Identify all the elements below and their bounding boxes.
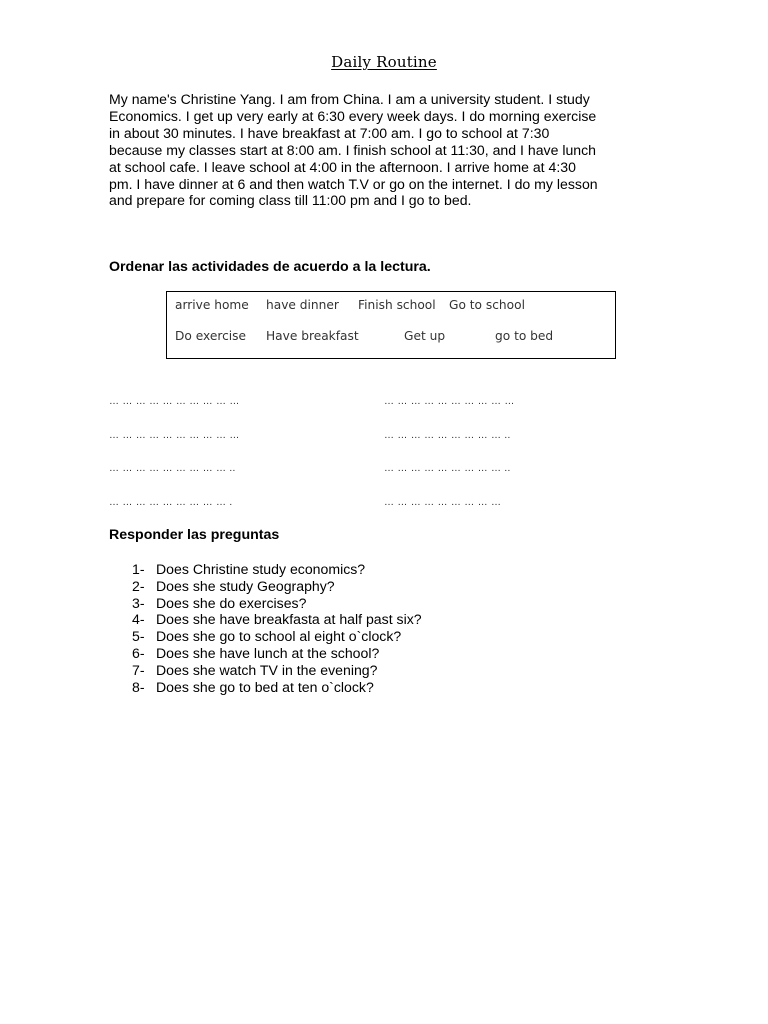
question-text: Does she study Geography? bbox=[156, 577, 335, 594]
question-list bbox=[132, 561, 422, 695]
question-number: 1- bbox=[132, 561, 145, 577]
answer-blank-line[interactable]: … … … … … … … … … … bbox=[109, 430, 240, 441]
question-text: Does Christine study economics? bbox=[156, 561, 366, 577]
word-bank-item: go to bed bbox=[495, 329, 554, 343]
answer-blank-line[interactable]: … … … … … … … … … … bbox=[384, 396, 515, 407]
word-bank-box bbox=[166, 291, 616, 359]
paragraph-line: My name's Christine Yang. I am from China. I am a university student. I study bbox=[109, 91, 590, 107]
question-item bbox=[132, 595, 422, 612]
question-item bbox=[132, 628, 422, 645]
word-bank-item: Have breakfast bbox=[266, 329, 359, 343]
question-item bbox=[132, 645, 422, 662]
question-number: 2- bbox=[132, 577, 145, 594]
answer-blank-line[interactable]: … … … … … … … … … . bbox=[109, 497, 233, 508]
question-item bbox=[132, 662, 422, 679]
question-number: 7- bbox=[132, 661, 145, 678]
answer-blank-line[interactable]: … … … … … … … … … .. bbox=[384, 463, 511, 474]
question-text: Does she watch TV in the evening? bbox=[156, 661, 378, 678]
question-text: Does she go to bed at ten o`clock? bbox=[156, 678, 374, 695]
reading-paragraph bbox=[109, 91, 661, 209]
word-bank-item: Get up bbox=[404, 329, 446, 343]
question-item bbox=[132, 611, 422, 628]
paragraph-line: Economics. I get up very early at 6:30 every week days. I do morning exercise bbox=[109, 107, 597, 124]
order-activities-heading: Ordenar las actividades de acuerdo a la lectura. bbox=[109, 259, 431, 275]
question-item bbox=[132, 679, 422, 696]
paragraph-line: in about 30 minutes. I have breakfast at 7:00 am. I go to school at 7:30 bbox=[109, 124, 550, 141]
paragraph-line: because my classes start at 8:00 am. I finish school at 11:30, and I have lunch bbox=[109, 141, 597, 158]
word-bank-item: Go to school bbox=[449, 298, 525, 312]
word-bank-item: arrive home bbox=[175, 298, 249, 312]
page-title: Daily Routine bbox=[331, 53, 437, 71]
question-number: 6- bbox=[132, 644, 145, 661]
paragraph-line: and prepare for coming class till 11:00 pm and I go to bed. bbox=[109, 192, 472, 209]
question-number: 5- bbox=[132, 628, 145, 645]
word-bank-item: Finish school bbox=[358, 298, 436, 312]
answer-blank-line[interactable]: … … … … … … … … … … bbox=[109, 396, 240, 407]
question-text: Does she have lunch at the school? bbox=[156, 644, 380, 661]
paragraph-line: at school cafe. I leave school at 4:00 in the afternoon. I arrive home at 4:30 bbox=[109, 158, 576, 175]
word-bank-item: have dinner bbox=[266, 298, 339, 312]
answer-blank-line[interactable]: … … … … … … … … … bbox=[384, 497, 502, 508]
paragraph-line: pm. I have dinner at 6 and then watch T.V or go on the internet. I do my lesson bbox=[109, 175, 598, 192]
answer-blank-line[interactable]: … … … … … … … … … .. bbox=[109, 463, 236, 474]
question-text: Does she do exercises? bbox=[156, 594, 307, 611]
answer-blank-line[interactable]: … … … … … … … … … .. bbox=[384, 430, 511, 441]
word-bank-item: Do exercise bbox=[175, 329, 247, 343]
question-item bbox=[132, 578, 422, 595]
question-text: Does she have breakfasta at half past six? bbox=[156, 611, 422, 628]
question-text: Does she go to school al eight o`clock? bbox=[156, 628, 402, 645]
question-number: 8- bbox=[132, 678, 145, 695]
question-item bbox=[132, 561, 422, 578]
question-number: 4- bbox=[132, 611, 145, 628]
question-number: 3- bbox=[132, 594, 145, 611]
answer-questions-heading: Responder las preguntas bbox=[109, 527, 280, 543]
